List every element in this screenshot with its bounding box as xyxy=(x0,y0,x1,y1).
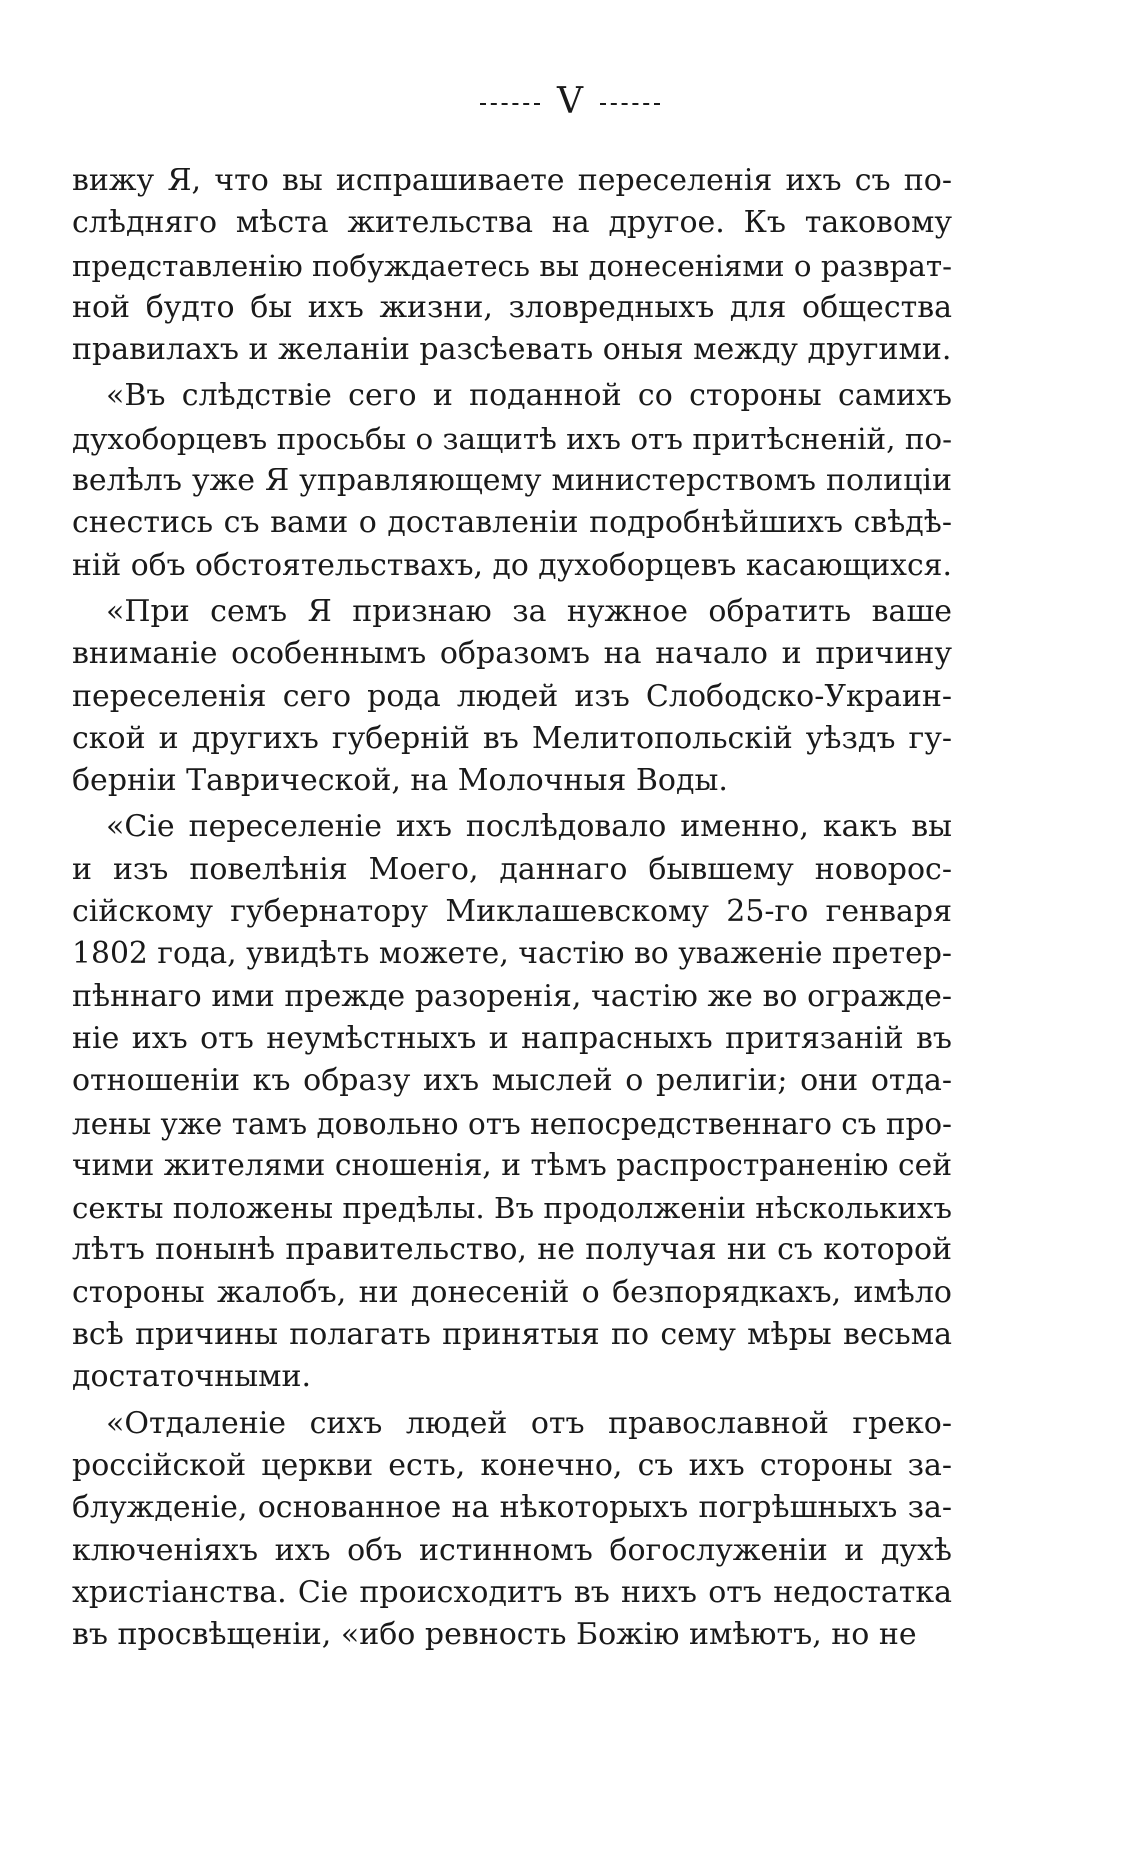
text-line: «Отдаленіе сихъ людей отъ православной греко- xyxy=(106,1405,952,1441)
text-line: ній объ обстоятельствахъ, до духоборцевъ касающихся. xyxy=(72,547,952,583)
page-number: V xyxy=(557,81,583,122)
text-line: вижу Я, что вы испрашиваете переселенія ихъ съ по- xyxy=(72,163,952,198)
paragraph xyxy=(72,806,952,1398)
header-rule-right xyxy=(600,103,660,105)
text-line: берніи Таврической, на Молочныя Воды. xyxy=(72,763,728,799)
text-line: секты положены предѣлы. Въ продолженіи нѣсколькихъ xyxy=(72,1191,953,1226)
page-header xyxy=(0,80,1140,124)
text-line: стороны жалобъ, ни донесеній о безпорядкахъ, имѣло xyxy=(72,1274,952,1310)
text-line: велѣлъ уже Я управляющему министерствомъ полиціи xyxy=(72,463,952,499)
text-line: и изъ повелѣнія Моего, даннаго бывшему новорос- xyxy=(72,851,952,887)
text-line: переселенія сего рода людей изъ Слободско-Украин- xyxy=(72,678,952,714)
text-line: «Сіе переселеніе ихъ послѣдовало именно, какъ вы xyxy=(106,809,952,845)
text-line: всѣ причины полагать принятыя по сему мѣры весьма xyxy=(72,1317,952,1353)
text-line: христіанства. Сіе происходитъ въ нихъ отъ недостатка xyxy=(72,1574,952,1610)
text-line: пѣннаго ими прежде разоренія, частію же во огражде- xyxy=(72,978,952,1014)
text-line: слѣдняго мѣста жительства на другое. Къ таковому xyxy=(72,205,952,241)
text-line: правилахъ и желаніи разсѣевать оныя между другими. xyxy=(72,332,952,368)
text-line: россійской церкви есть, конечно, съ ихъ стороны за- xyxy=(72,1447,952,1483)
text-line: ной будто бы ихъ жизни, зловредныхъ для общества xyxy=(72,289,952,325)
text-line: снестись съ вами о доставленіи подробнѣйшихъ свѣдѣ- xyxy=(72,505,952,541)
text-line: ключеніяхъ ихъ объ истинномъ богослуженіи и духѣ xyxy=(72,1532,952,1568)
text-line: представленію побуждаетесь вы донесеніями о разврат- xyxy=(72,248,952,283)
text-line: ніе ихъ отъ неумѣстныхъ и напрасныхъ притязаній въ xyxy=(72,1020,952,1056)
header-rule-left xyxy=(480,103,540,105)
text-line: блужденіе, основанное на нѣкоторыхъ погрѣшныхъ за- xyxy=(72,1490,952,1526)
text-line: «При семъ Я признаю за нужное обратить ваше xyxy=(106,593,952,629)
text-line: сійскому губернатору Миклашевскому 25-го генваря xyxy=(72,894,952,930)
text-line: достаточными. xyxy=(72,1359,312,1395)
text-line: 1802 года, увидѣть можете, частію во уваженіе претер- xyxy=(72,936,952,972)
text-line: ской и другихъ губерній въ Мелитопольскій уѣздъ гу- xyxy=(72,720,952,756)
text-line: вниманіе особеннымъ образомъ на начало и причину xyxy=(72,636,952,672)
paragraph xyxy=(72,375,952,586)
paragraph xyxy=(72,160,952,371)
text-line: лены уже тамъ довольно отъ непосредственнаго съ про- xyxy=(72,1106,952,1141)
text-line: чими жителями сношенія, и тѣмъ распространенію сей xyxy=(72,1147,952,1183)
text-line: «Въ слѣдствіе сего и поданной со стороны самихъ xyxy=(106,378,952,414)
text-line: въ просвѣщеніи, «ибо ревность Божію имѣютъ, но не xyxy=(72,1617,917,1653)
text-body xyxy=(72,160,952,1660)
paragraph xyxy=(72,1403,952,1657)
text-line: духоборцевъ просьбы о защитѣ ихъ отъ притѣсненій, по- xyxy=(72,421,952,456)
text-line: лѣтъ понынѣ правительство, не получая ни съ которой xyxy=(72,1232,952,1268)
paragraph xyxy=(72,591,952,802)
text-line: отношеніи къ образу ихъ мыслей о религіи; они отда- xyxy=(72,1063,952,1099)
